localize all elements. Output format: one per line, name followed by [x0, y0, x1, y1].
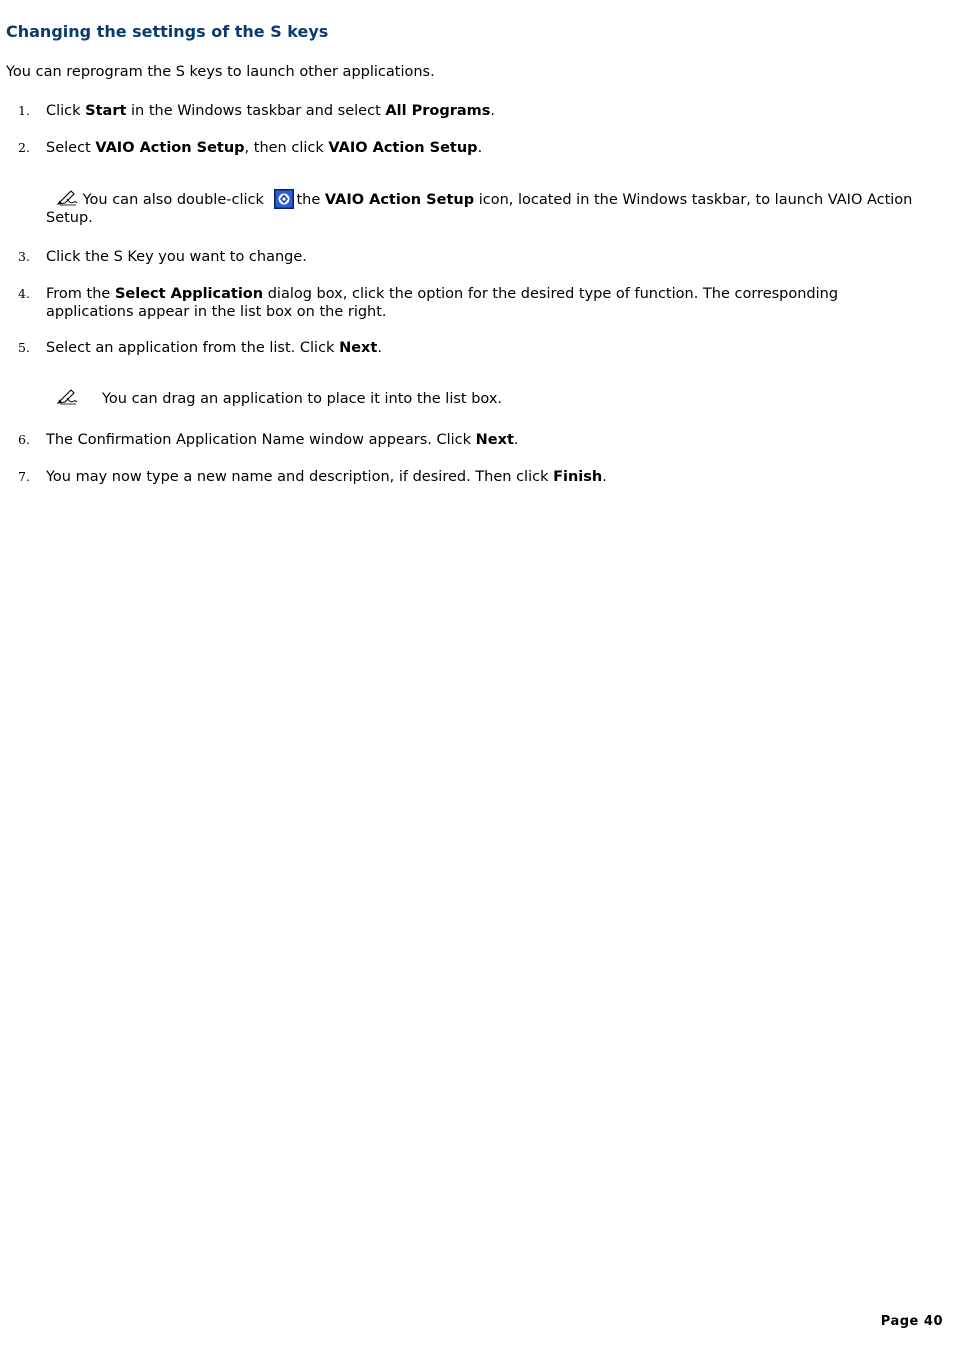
step-text: The Confirmation Application Name window appears. Click Next. — [46, 432, 519, 448]
step-number: 5. — [18, 340, 30, 355]
step-text: From the Select Application dialog box, click the option for the desired type of function. The corresponding applications appear in the list box on the right. — [46, 286, 839, 320]
step-number: 3. — [18, 249, 30, 264]
page-title: Changing the settings of the S keys — [6, 22, 329, 41]
step-number: 4. — [18, 286, 30, 301]
vaio-action-setup-icon — [274, 189, 294, 209]
step-text: Select VAIO Action Setup, then click VAIO Action Setup. — [46, 140, 483, 156]
step-text: Click Start in the Windows taskbar and select All Programs. — [46, 103, 495, 119]
step-text: Select an application from the list. Click Next. — [46, 340, 382, 356]
step-number: 1. — [18, 103, 30, 118]
step-text: Click the S Key you want to change. — [46, 249, 307, 265]
page-number: Page 40 — [880, 1314, 943, 1329]
intro-text: You can reprogram the S keys to launch other applications. — [6, 64, 435, 80]
note-drag: You can drag an application to place it into the list box. — [46, 389, 946, 408]
pencil-note-icon — [56, 389, 78, 405]
step-number: 2. — [18, 140, 30, 155]
pencil-note-icon — [56, 190, 78, 206]
step-text: You may now type a new name and description, if desired. Then click Finish. — [46, 469, 607, 485]
step-number: 6. — [18, 432, 30, 447]
step-number: 7. — [18, 469, 30, 484]
note-double-click: You can also double-click the VAIO Action Setup icon, located in the Windows taskbar, to launch VAIO Action Setup. — [46, 189, 946, 227]
